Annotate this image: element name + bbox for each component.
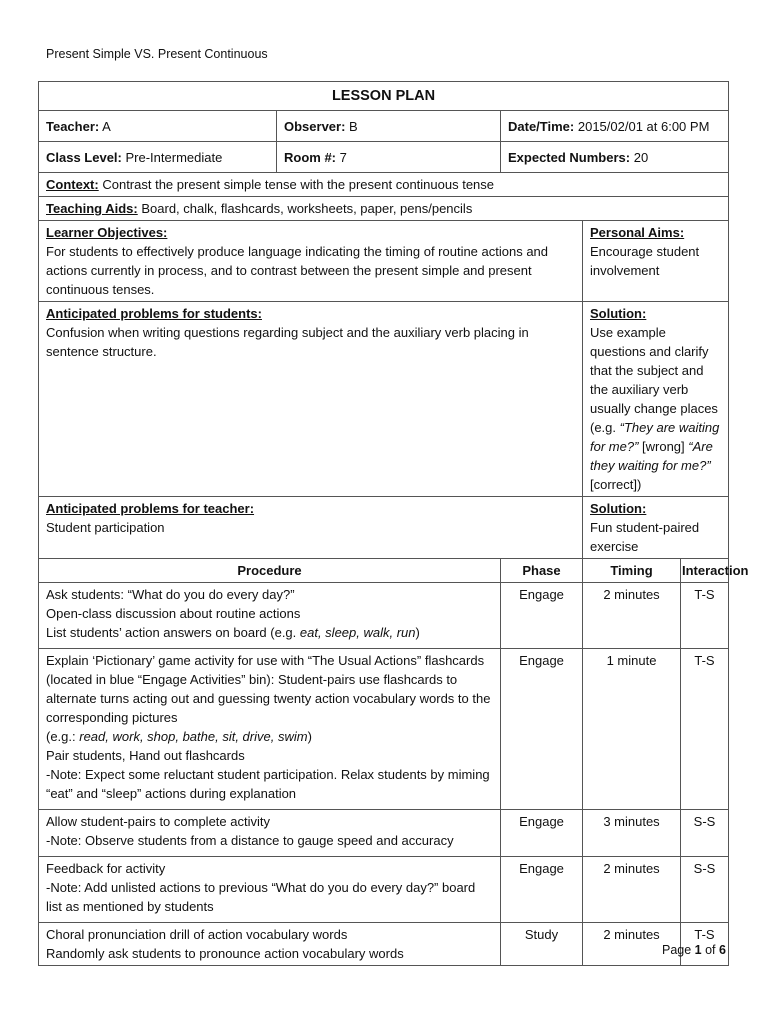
- procedure-line: Open-class discussion about routine actions: [46, 606, 301, 621]
- procedure-line: Explain ‘Pictionary’ game activity for use with “The Usual Actions” flashcards (located in blue “Engage Activities” bin): Student-pairs use flashcards to alternate turns acting out and guessing twenty action vocabulary words to the corresponding pictures: [46, 653, 491, 725]
- procedure-row: [39, 923, 729, 966]
- personal-aims-cell: [583, 221, 729, 302]
- teaching-aids-row: [39, 197, 729, 221]
- page-total: 6: [719, 943, 726, 957]
- observer-label: Observer:: [284, 118, 346, 134]
- timing-header: Timing: [583, 559, 681, 583]
- observer-cell: [277, 111, 501, 142]
- procedure-line: [46, 727, 493, 746]
- teaching-aids-cell: [39, 197, 729, 221]
- lesson-plan-title: LESSON PLAN: [39, 82, 729, 111]
- room-label: Room #:: [284, 149, 336, 165]
- teaching-aids-label: Teaching Aids:: [46, 201, 138, 216]
- teacher-problems-cell: [39, 497, 583, 559]
- class-level-label: Class Level:: [46, 149, 122, 165]
- solution-text-1: Use example questions and clarify that the subject and the auxiliary verb usually change places (e.g.: [590, 325, 718, 435]
- phase-header: Phase: [501, 559, 583, 583]
- expected-numbers-cell: [501, 142, 729, 173]
- teacher-cell: [39, 111, 277, 142]
- solution-example-correct: “Are they waiting for me?”: [590, 439, 713, 473]
- procedure-line: Allow student-pairs to complete activity: [46, 814, 270, 829]
- room-value: 7: [339, 149, 347, 165]
- procedure-line-text: ): [307, 729, 312, 744]
- procedure-line: Pair students, Hand out flashcards: [46, 748, 245, 763]
- procedure-description: [39, 810, 501, 857]
- procedure-row: [39, 649, 729, 810]
- procedure-phase: Engage: [501, 649, 583, 810]
- student-solution-cell: [583, 302, 729, 497]
- document-header: Present Simple VS. Present Continuous: [46, 47, 268, 61]
- student-solution-text: [590, 323, 721, 494]
- page-middle: of: [701, 943, 719, 957]
- procedure-line-text: (e.g.:: [46, 729, 80, 744]
- teacher-solution-text: Fun student-paired exercise: [590, 520, 700, 554]
- page-current: 1: [694, 943, 702, 957]
- procedure-description: [39, 649, 501, 810]
- student-problems-label: Anticipated problems for students:: [46, 306, 262, 321]
- student-problems-text: Confusion when writing questions regarding subject and the auxiliary verb placing in sentence structure.: [46, 325, 529, 359]
- datetime-value: 2015/02/01 at 6:00 PM: [577, 118, 710, 134]
- procedure-line: Ask students: “What do you do every day?”: [46, 587, 295, 602]
- procedure-phase: Study: [501, 923, 583, 966]
- context-label: Context:: [46, 177, 99, 192]
- page-number: [662, 943, 726, 957]
- student-solution-label: Solution:: [590, 306, 647, 321]
- objectives-row: [39, 221, 729, 302]
- teacher-label: Teacher:: [46, 118, 100, 134]
- lesson-plan-table: [38, 81, 749, 966]
- context-cell: [39, 173, 729, 197]
- procedure-phase: Engage: [501, 810, 583, 857]
- procedure-interaction: S-S: [681, 810, 729, 857]
- procedure-interaction: S-S: [681, 857, 729, 923]
- procedure-line: Feedback for activity: [46, 861, 166, 876]
- procedure-timing: 2 minutes: [583, 923, 681, 966]
- student-problems-row: [39, 302, 729, 497]
- context-row: [39, 173, 729, 197]
- info-row-1: [39, 111, 729, 142]
- procedure-header-row: [39, 559, 729, 583]
- title-row: [39, 82, 729, 111]
- procedure-timing: 2 minutes: [583, 583, 681, 649]
- procedure-line-examples: read, work, shop, bathe, sit, drive, swim: [79, 729, 308, 744]
- learner-objectives-cell: [39, 221, 583, 302]
- procedure-row: [39, 583, 729, 649]
- procedure-line: -Note: Observe students from a distance to gauge speed and accuracy: [46, 833, 454, 848]
- expected-numbers-label: Expected Numbers:: [508, 149, 631, 165]
- procedure-phase: Engage: [501, 583, 583, 649]
- expected-numbers-value: 20: [633, 149, 649, 165]
- teacher-problems-row: [39, 497, 729, 559]
- procedure-timing: 2 minutes: [583, 857, 681, 923]
- teacher-value: A: [102, 118, 111, 134]
- procedure-interaction: T-S: [681, 649, 729, 810]
- teacher-solution-cell: [583, 497, 729, 559]
- datetime-cell: [501, 111, 729, 142]
- procedure-line-text: List students’ action answers on board (e.g.: [46, 625, 300, 640]
- procedure-line-text: ): [415, 625, 420, 640]
- procedure-line: Choral pronunciation drill of action vocabulary words: [46, 927, 348, 942]
- solution-text-2: [wrong]: [638, 439, 689, 454]
- learner-objectives-text: For students to effectively produce language indicating the timing of routine actions and actions currently in process, and to contrast between the present simple and present continuous tenses.: [46, 244, 549, 297]
- procedure-row: [39, 857, 729, 923]
- procedure-line: -Note: Expect some reluctant student participation. Relax students by miming “eat” and “sleep” actions during explanation: [46, 767, 490, 801]
- class-level-cell: [39, 142, 277, 173]
- procedure-timing: 3 minutes: [583, 810, 681, 857]
- teacher-solution-label: Solution:: [590, 501, 647, 516]
- personal-aims-text: Encourage student involvement: [590, 244, 700, 278]
- procedure-description: [39, 583, 501, 649]
- info-row-2: [39, 142, 729, 173]
- procedure-description: [39, 923, 501, 966]
- solution-example-wrong: “They are waiting for me?”: [590, 420, 720, 454]
- page-prefix: Page: [662, 943, 695, 957]
- learner-objectives-label: Learner Objectives:: [46, 225, 168, 240]
- procedure-row: [39, 810, 729, 857]
- procedure-line: -Note: Add unlisted actions to previous “What do you do every day?” board list as mentioned by students: [46, 880, 476, 914]
- interaction-header: Interaction: [681, 559, 729, 583]
- student-problems-cell: [39, 302, 583, 497]
- procedure-line-examples: eat, sleep, walk, run: [299, 625, 416, 640]
- personal-aims-label: Personal Aims:: [590, 225, 685, 240]
- procedure-interaction: T-S: [681, 923, 729, 966]
- teaching-aids-value: Board, chalk, flashcards, worksheets, paper, pens/pencils: [141, 201, 473, 216]
- procedure-header: Procedure: [39, 559, 501, 583]
- solution-text-3: [correct]): [590, 477, 642, 492]
- procedure-line: Randomly ask students to pronounce action vocabulary words: [46, 946, 404, 961]
- observer-value: B: [349, 118, 358, 134]
- teacher-problems-label: Anticipated problems for teacher:: [46, 501, 255, 516]
- datetime-label: Date/Time:: [508, 118, 575, 134]
- room-cell: [277, 142, 501, 173]
- procedure-line: [46, 623, 493, 642]
- class-level-value: Pre-Intermediate: [125, 149, 223, 165]
- context-value: Contrast the present simple tense with the present continuous tense: [102, 177, 495, 192]
- procedure-timing: 1 minute: [583, 649, 681, 810]
- procedure-description: [39, 857, 501, 923]
- teacher-problems-text: Student participation: [46, 520, 165, 535]
- procedure-phase: Engage: [501, 857, 583, 923]
- procedure-interaction: T-S: [681, 583, 729, 649]
